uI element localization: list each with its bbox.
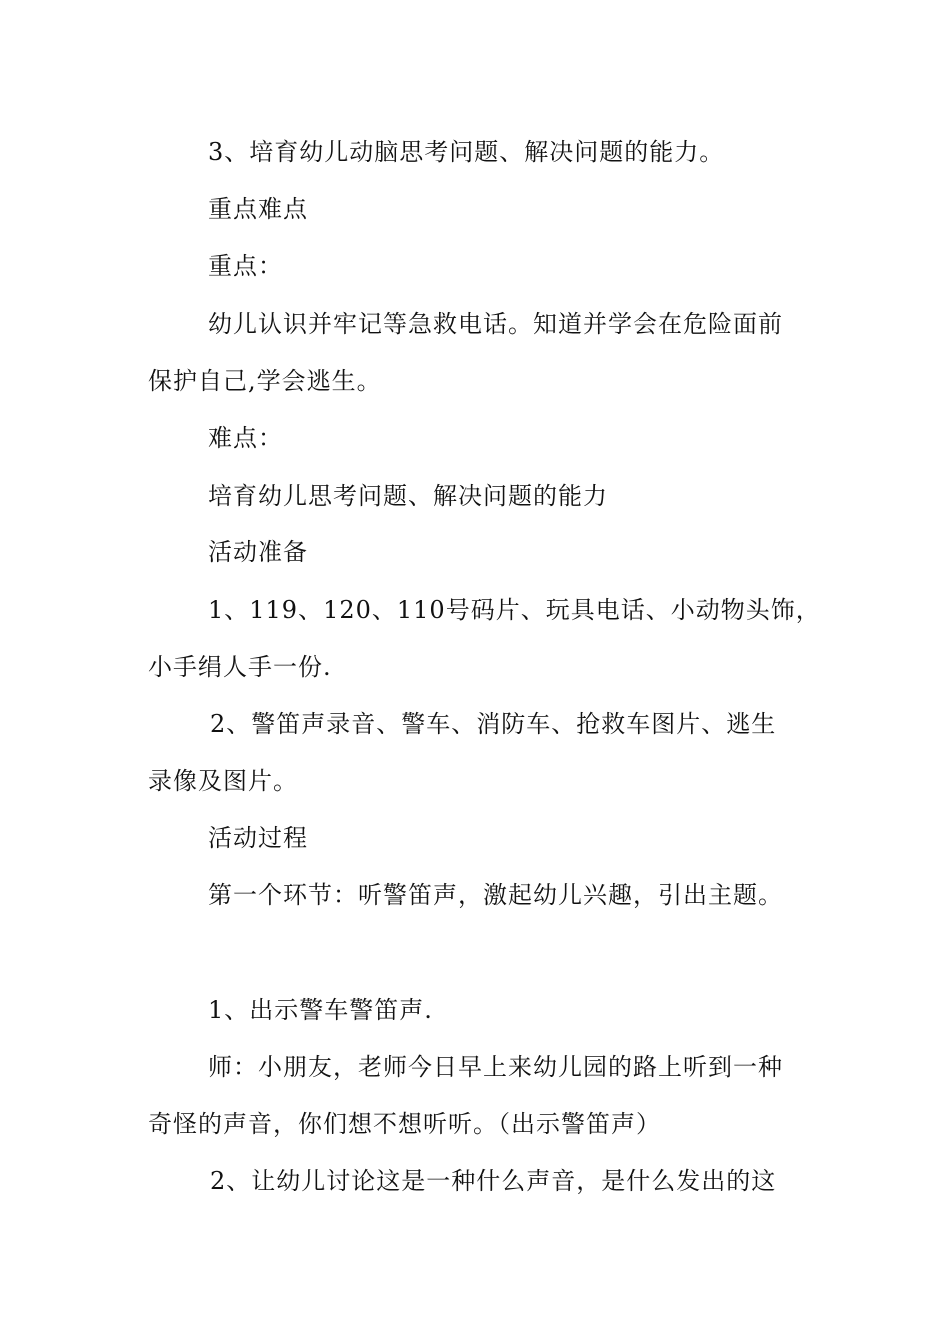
heading-activity-process: 活动过程 [208,824,308,852]
heading-activity-preparation: 活动准备 [208,538,308,566]
paragraph-step-1: 1、出示警车警笛声. [208,996,433,1024]
paragraph-preparation-1-line-1: 1、119、120、110号码片、玩具电话、小动物头饰， [208,596,821,624]
paragraph-step-2-line-1: 2、让幼儿讨论这是一种什么声音，是什么发出的这 [210,1167,777,1195]
paragraph-teacher-line-1: 师：小朋友，老师今日早上来幼儿园的路上听到一种 [208,1053,783,1081]
paragraph-difficult-point: 培育幼儿思考问题、解决问题的能力 [208,482,608,510]
paragraph-teacher-line-2: 奇怪的声音，你们想不想听听。（出示警笛声） [148,1110,661,1138]
paragraph-key-point-line-2: 保护自己,学会逃生。 [148,367,382,395]
heading-difficult-point: 难点： [208,424,283,452]
heading-key-difficult-points: 重点难点 [208,195,308,223]
heading-key-point: 重点： [208,252,283,280]
paragraph-preparation-2-line-1: 2、警笛声录音、警车、消防车、抢救车图片、逃生 [210,710,777,738]
paragraph-objective-3: 3、培育幼儿动脑思考问题、解决问题的能力。 [208,138,725,166]
paragraph-first-stage: 第一个环节：听警笛声，激起幼儿兴趣，引出主题。 [208,881,783,909]
paragraph-preparation-2-line-2: 录像及图片。 [148,767,298,795]
paragraph-key-point-line-1: 幼儿认识并牢记等急救电话。知道并学会在危险面前 [208,310,783,338]
paragraph-preparation-1-line-2: 小手绢人手一份. [148,653,332,681]
